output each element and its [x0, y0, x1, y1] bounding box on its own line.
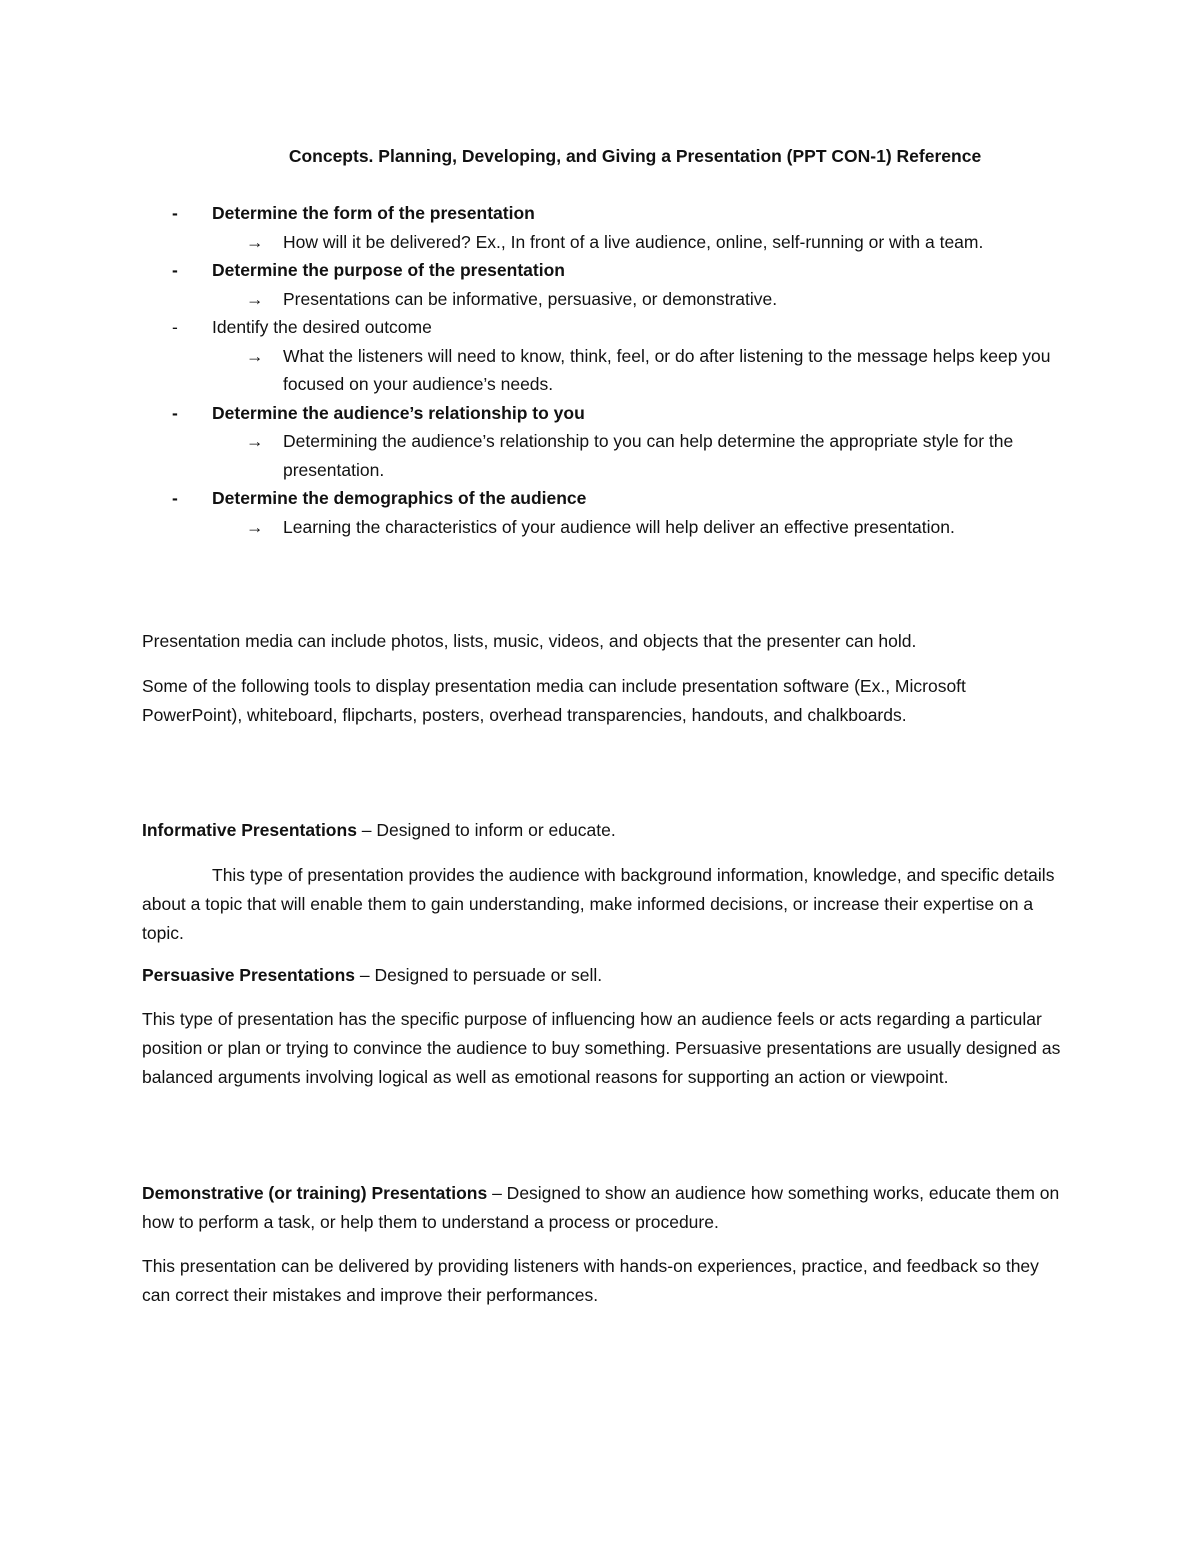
- dash-bullet-icon: -: [172, 260, 178, 280]
- bullet-label: Determine the demographics of the audience: [212, 488, 587, 508]
- dash-bullet-icon: -: [172, 488, 178, 508]
- bullet-detail: [0, 342, 1200, 399]
- persuasive-tagline: – Designed to persuade or sell.: [355, 965, 603, 985]
- arrow-right-icon: →: [246, 231, 264, 252]
- informative-heading: Informative Presentations: [142, 820, 357, 840]
- bullet-label: Determine the purpose of the presentation: [212, 260, 565, 280]
- bullet-item: [0, 399, 1200, 485]
- demonstrative-body: This presentation can be delivered by providing listeners with hands-on experiences, practice, and feedback so they can correct their mistakes and improve their performances.: [142, 1256, 1039, 1305]
- arrow-right-icon: →: [246, 345, 264, 366]
- dash-bullet-icon: -: [172, 317, 178, 337]
- persuasive-heading: Persuasive Presentations: [142, 965, 356, 985]
- bullet-detail-text: Determining the audience’s relationship to you can help determine the appropriate style for the presentation.: [283, 431, 1014, 480]
- persuasive-heading-line: [142, 961, 1062, 990]
- bullet-detail-text: Presentations can be informative, persuasive, or demonstrative.: [283, 288, 778, 309]
- arrow-right-icon: →: [246, 516, 264, 537]
- dash-bullet-icon: -: [172, 402, 178, 423]
- bullet-detail-text: Learning the characteristics of your audience will help deliver an effective presentation.: [283, 516, 955, 537]
- informative-tagline: – Designed to inform or educate.: [356, 820, 616, 840]
- bullet-label: Determine the audience’s relationship to you: [212, 402, 585, 423]
- bullet-detail: [0, 228, 1200, 257]
- bullet-detail: [0, 427, 1200, 484]
- bullet-label: Determine the form of the presentation: [212, 203, 535, 223]
- media-paragraph: Presentation media can include photos, lists, music, videos, and objects that the presenter can hold.: [142, 631, 917, 651]
- bullet-label: Identify the desired outcome: [212, 317, 432, 337]
- bullet-item: [0, 256, 1200, 313]
- demonstrative-heading: Demonstrative (or training) Presentations: [142, 1183, 488, 1203]
- document-title: Concepts. Planning, Developing, and Giving a Presentation (PPT CON-1) Reference: [288, 146, 982, 166]
- persuasive-body: This type of presentation has the specific purpose of influencing how an audience feels or acts regarding a particular position or plan or trying to convince the audience to buy something. Persuasive presentations are usually designed as balanced arguments involving logical as well as emotional reasons for supporting an action or viewpoint.: [142, 1009, 1061, 1087]
- bullet-detail-text: What the listeners will need to know, think, feel, or do after listening to the message helps keep you focused on your audience’s needs.: [283, 345, 1051, 394]
- arrow-right-icon: →: [246, 288, 264, 309]
- demonstrative-tagline: – Designed to show an audience how something works, educate them on how to perform a task, or help them to understand a process or procedure.: [142, 1183, 1060, 1232]
- informative-body: This type of presentation provides the audience with background information, knowledge, and specific details about a topic that will enable them to gain understanding, make informed decisions, or increase their expertise on a topic.: [142, 865, 1055, 943]
- informative-heading-line: [142, 816, 1062, 845]
- arrow-right-icon: →: [246, 431, 264, 451]
- dash-bullet-icon: -: [172, 203, 178, 223]
- bullet-detail: [0, 513, 1200, 542]
- bullet-list: [0, 199, 1200, 541]
- bullet-detail-text: How will it be delivered? Ex., In front of a live audience, online, self-running or with a team.: [283, 231, 984, 252]
- bullet-item: [0, 199, 1200, 256]
- tools-paragraph: Some of the following tools to display presentation media can include presentation software (Ex., Microsoft PowerPoint), whiteboard, flipcharts, posters, overhead transparencies, handouts, and chalkboards.: [142, 676, 966, 725]
- bullet-item: [0, 313, 1200, 399]
- bullet-item: [0, 484, 1200, 541]
- demonstrative-heading-line: [142, 1179, 1062, 1237]
- bullet-detail: [0, 285, 1200, 314]
